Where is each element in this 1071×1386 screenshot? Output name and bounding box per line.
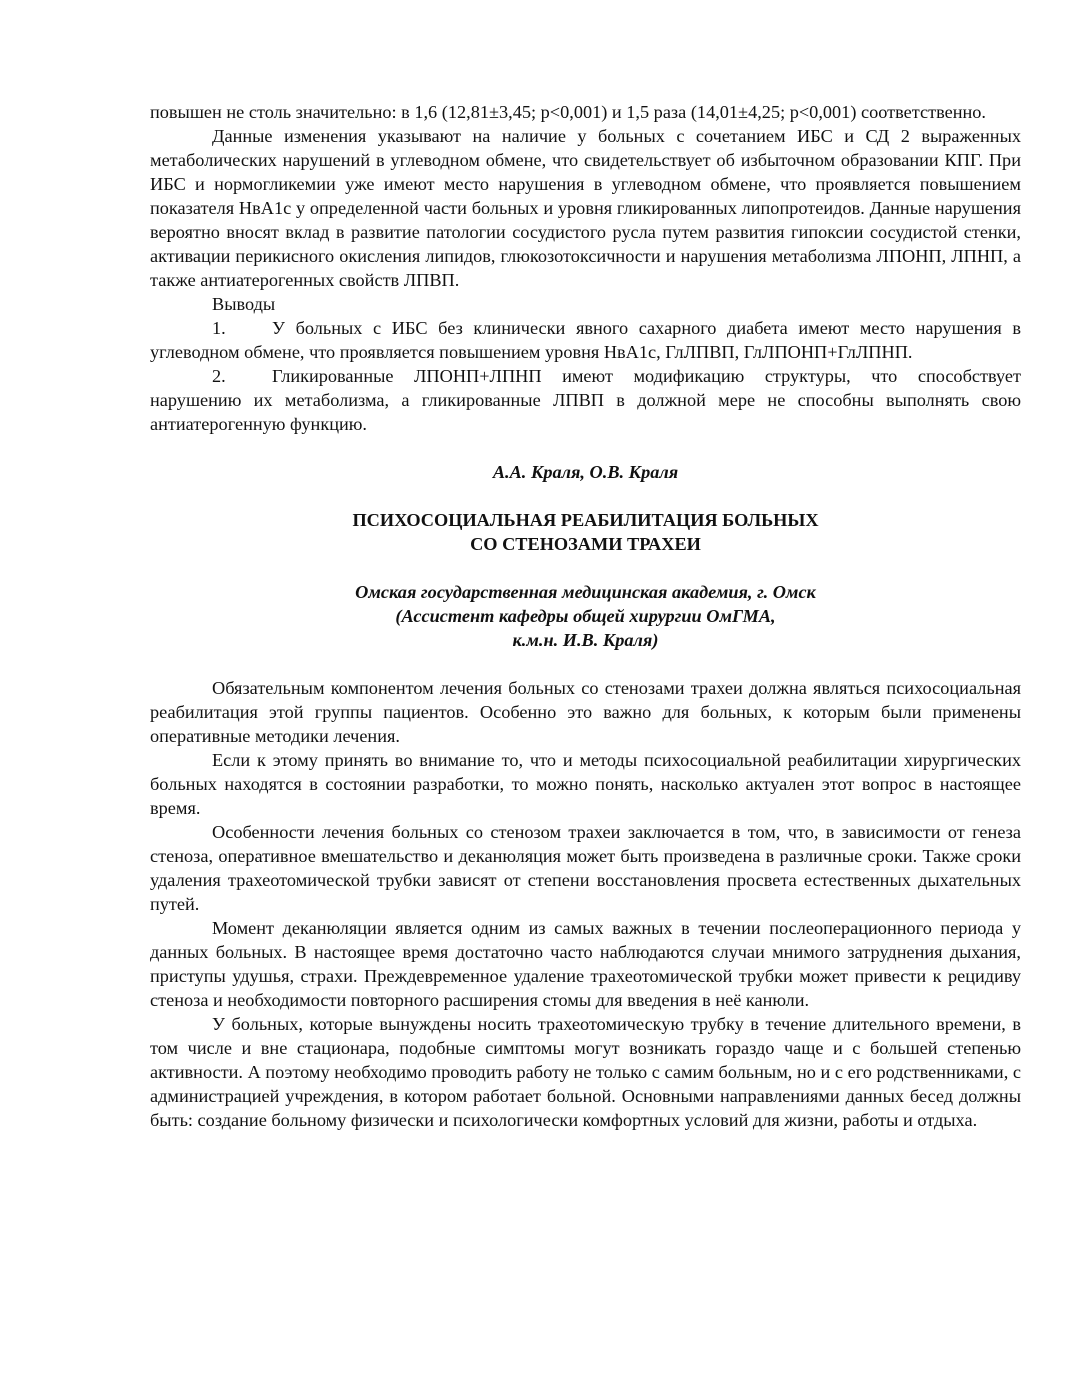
article-authors: А.А. Краля, О.В. Краля (492, 462, 679, 482)
article-paragraph: Если к этому принять во внимание то, что и методы психосоциальной реабилитации хирургических больных находятся в состоянии разработки, то можно понять, насколько актуален этот вопрос в настоящее время. (150, 750, 1021, 818)
article-title-line: ПСИХОСОЦИАЛЬНАЯ РЕАБИЛИТАЦИЯ БОЛЬНЫХ (352, 510, 819, 530)
affiliation-line: Омская государственная медицинская академия, г. Омск (355, 582, 816, 602)
continuation-paragraph: повышен не столь значительно: в 1,6 (12,81±3,45; р<0,001) и 1,5 раза (14,01±4,25; р<0,001) соответственно. (150, 102, 986, 122)
article-affiliation (150, 580, 1021, 652)
conclusion-item-2 (150, 364, 1021, 436)
article-title-line: СО СТЕНОЗАМИ ТРАХЕИ (470, 534, 701, 554)
article-title (150, 508, 1021, 556)
article-paragraph: Обязательным компонентом лечения больных со стенозами трахеи должна являться психосоциальная реабилитация этой группы пациентов. Особенно это важно для больных, к которым были применены оперативные методики лечения. (150, 678, 1021, 746)
article-paragraph: Особенности лечения больных со стенозом трахеи заключается в том, что, в зависимости от генеза стеноза, оперативное вмешательство и деканюляция может быть произведена в различные сроки. Также сроки удаления трахеотомической трубки зависят от степени восстановления просвета естественных дыхательных путей. (150, 822, 1021, 914)
conclusion-number: 2. (212, 366, 226, 386)
conclusion-text: У больных с ИБС без клинически явного сахарного диабета имеют место нарушения в углеводном обмене, что проявляется повышением уровня НвА1с, ГлЛПВП, ГлЛПОНП+ГлЛПНП. (150, 318, 1021, 362)
conclusion-item-1 (150, 316, 1021, 364)
affiliation-line: к.м.н. И.В. Краля) (512, 630, 659, 650)
document-page (150, 100, 1021, 1132)
article-paragraph: У больных, которые вынуждены носить трахеотомическую трубку в течение длительного времени, в том числе и вне стационара, подобные симптомы могут возникать гораздо чаще и с большей степенью активности. А поэтому необходимо проводить работу не только с самим больным, но и с его родственниками, с администрацией учреждения, в котором работает больной. Основными направлениями данных бесед должны быть: создание больному физически и психологически комфортных условий для жизни, работы и отдыха. (150, 1014, 1021, 1130)
conclusions-heading: Выводы (212, 294, 276, 314)
article-paragraph: Момент деканюляции является одним из самых важных в течении послеоперационного периода у данных больных. В настоящее время достаточно часто наблюдаются случаи мнимого затруднения дыхания, приступы удушья, страхи. Преждевременное удаление трахеотомической трубки может привести к рецидиву стеноза и необходимости повторного расширения стомы для введения в неё канюли. (150, 918, 1021, 1010)
article-body (150, 676, 1021, 1132)
conclusion-number: 1. (212, 318, 226, 338)
paragraph-metabolic-changes: Данные изменения указывают на наличие у больных с сочетанием ИБС и СД 2 выраженных метаболических нарушений в углеводном обмене, что свидетельствует об избыточном образовании КПГ. При ИБС и нормогликемии уже имеют место нарушения в углеводном обмене, что проявляется повышением показателя НвА1с у определенной части больных и уровня гликированных липопротеидов. Данные нарушения вероятно вносят вклад в развитие патологии сосудистого русла путем развития гипоксии сосудистой стенки, активации перикисного окисления липидов, глюкозотоксичности и нарушения метаболизма ЛПОНП, ЛПНП, а также антиатерогенных свойств ЛПВП. (150, 126, 1021, 290)
conclusion-text: Гликированные ЛПОНП+ЛПНП имеют модификацию структуры, что способствует нарушению их метаболизма, а гликированные ЛПВП в должной мере не способны выполнять свою антиатерогенную функцию. (150, 366, 1021, 434)
affiliation-line: (Ассистент кафедры общей хирургии ОмГМА, (395, 606, 776, 626)
